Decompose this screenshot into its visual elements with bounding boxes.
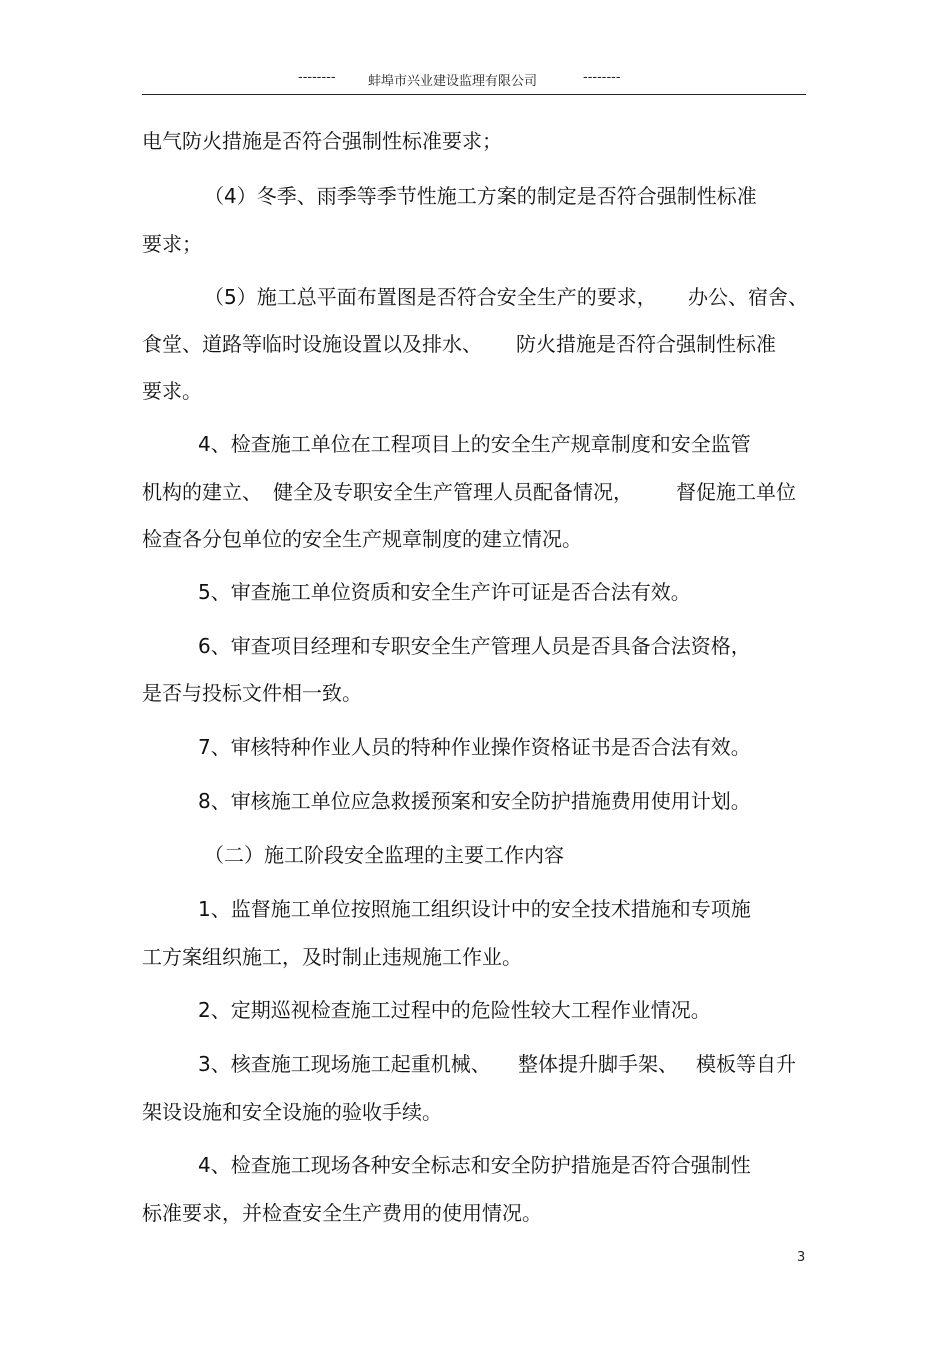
text-line: 工方案组织施工，及时制止违规施工作业。: [142, 945, 522, 969]
text-line: 健全及专职安全生产管理人员配备情况，: [273, 480, 633, 504]
header-dash-right: --------: [583, 70, 621, 85]
header-dash-left: --------: [298, 70, 336, 85]
text-line: 防火措施是否符合强制性标准: [516, 332, 776, 356]
text-line: 架设设施和安全设施的验收手续。: [142, 1100, 442, 1124]
text-line: 整体提升脚手架、: [518, 1052, 678, 1076]
text-line: 8、审核施工单位应急救援预案和安全防护措施费用使用计划。: [198, 789, 751, 813]
text-line: 1、监督施工单位按照施工组织设计中的安全技术措施和专项施: [198, 897, 751, 921]
text-line: 是否与投标文件相一致。: [142, 681, 362, 705]
text-line: 3、核查施工现场施工起重机械、: [198, 1052, 491, 1076]
text-line: 模板等自升: [696, 1052, 796, 1076]
page-number: 3: [797, 1250, 806, 1265]
text-line: （4）冬季、雨季等季节性施工方案的制定是否符合强制性标准: [204, 184, 757, 208]
text-line: 标准要求，并检查安全生产费用的使用情况。: [142, 1201, 542, 1225]
text-line: 7、审核特种作业人员的特种作业操作资格证书是否合法有效。: [198, 735, 751, 759]
text-line: 要求。: [142, 379, 202, 403]
text-line: 4、检查施工单位在工程项目上的安全生产规章制度和安全监管: [198, 432, 751, 456]
text-line: 电气防火措施是否符合强制性标准要求；: [142, 129, 502, 153]
text-line: 2、定期巡视检查施工过程中的危险性较大工程作业情况。: [198, 998, 711, 1022]
text-line: 5、审查施工单位资质和安全生产许可证是否合法有效。: [198, 580, 691, 604]
text-line: 6、审查项目经理和专职安全生产管理人员是否具备合法资格，: [198, 634, 751, 658]
text-line: 机构的建立、: [142, 480, 262, 504]
text-line: （5）施工总平面布置图是否符合安全生产的要求，: [204, 285, 657, 309]
text-line: 办公、宿舍、: [688, 285, 808, 309]
text-line: 4、检查施工现场各种安全标志和安全防护措施是否符合强制性: [198, 1153, 751, 1177]
text-line: 食堂、道路等临时设施设置以及排水、: [142, 332, 482, 356]
header-company-name: 蚌埠市兴业建设监理有限公司: [368, 74, 538, 89]
text-line: 检查各分包单位的安全生产规章制度的建立情况。: [142, 527, 582, 551]
section-heading: （二）施工阶段安全监理的主要工作内容: [204, 843, 564, 867]
text-line: 要求；: [142, 232, 202, 256]
text-line: 督促施工单位: [676, 480, 796, 504]
